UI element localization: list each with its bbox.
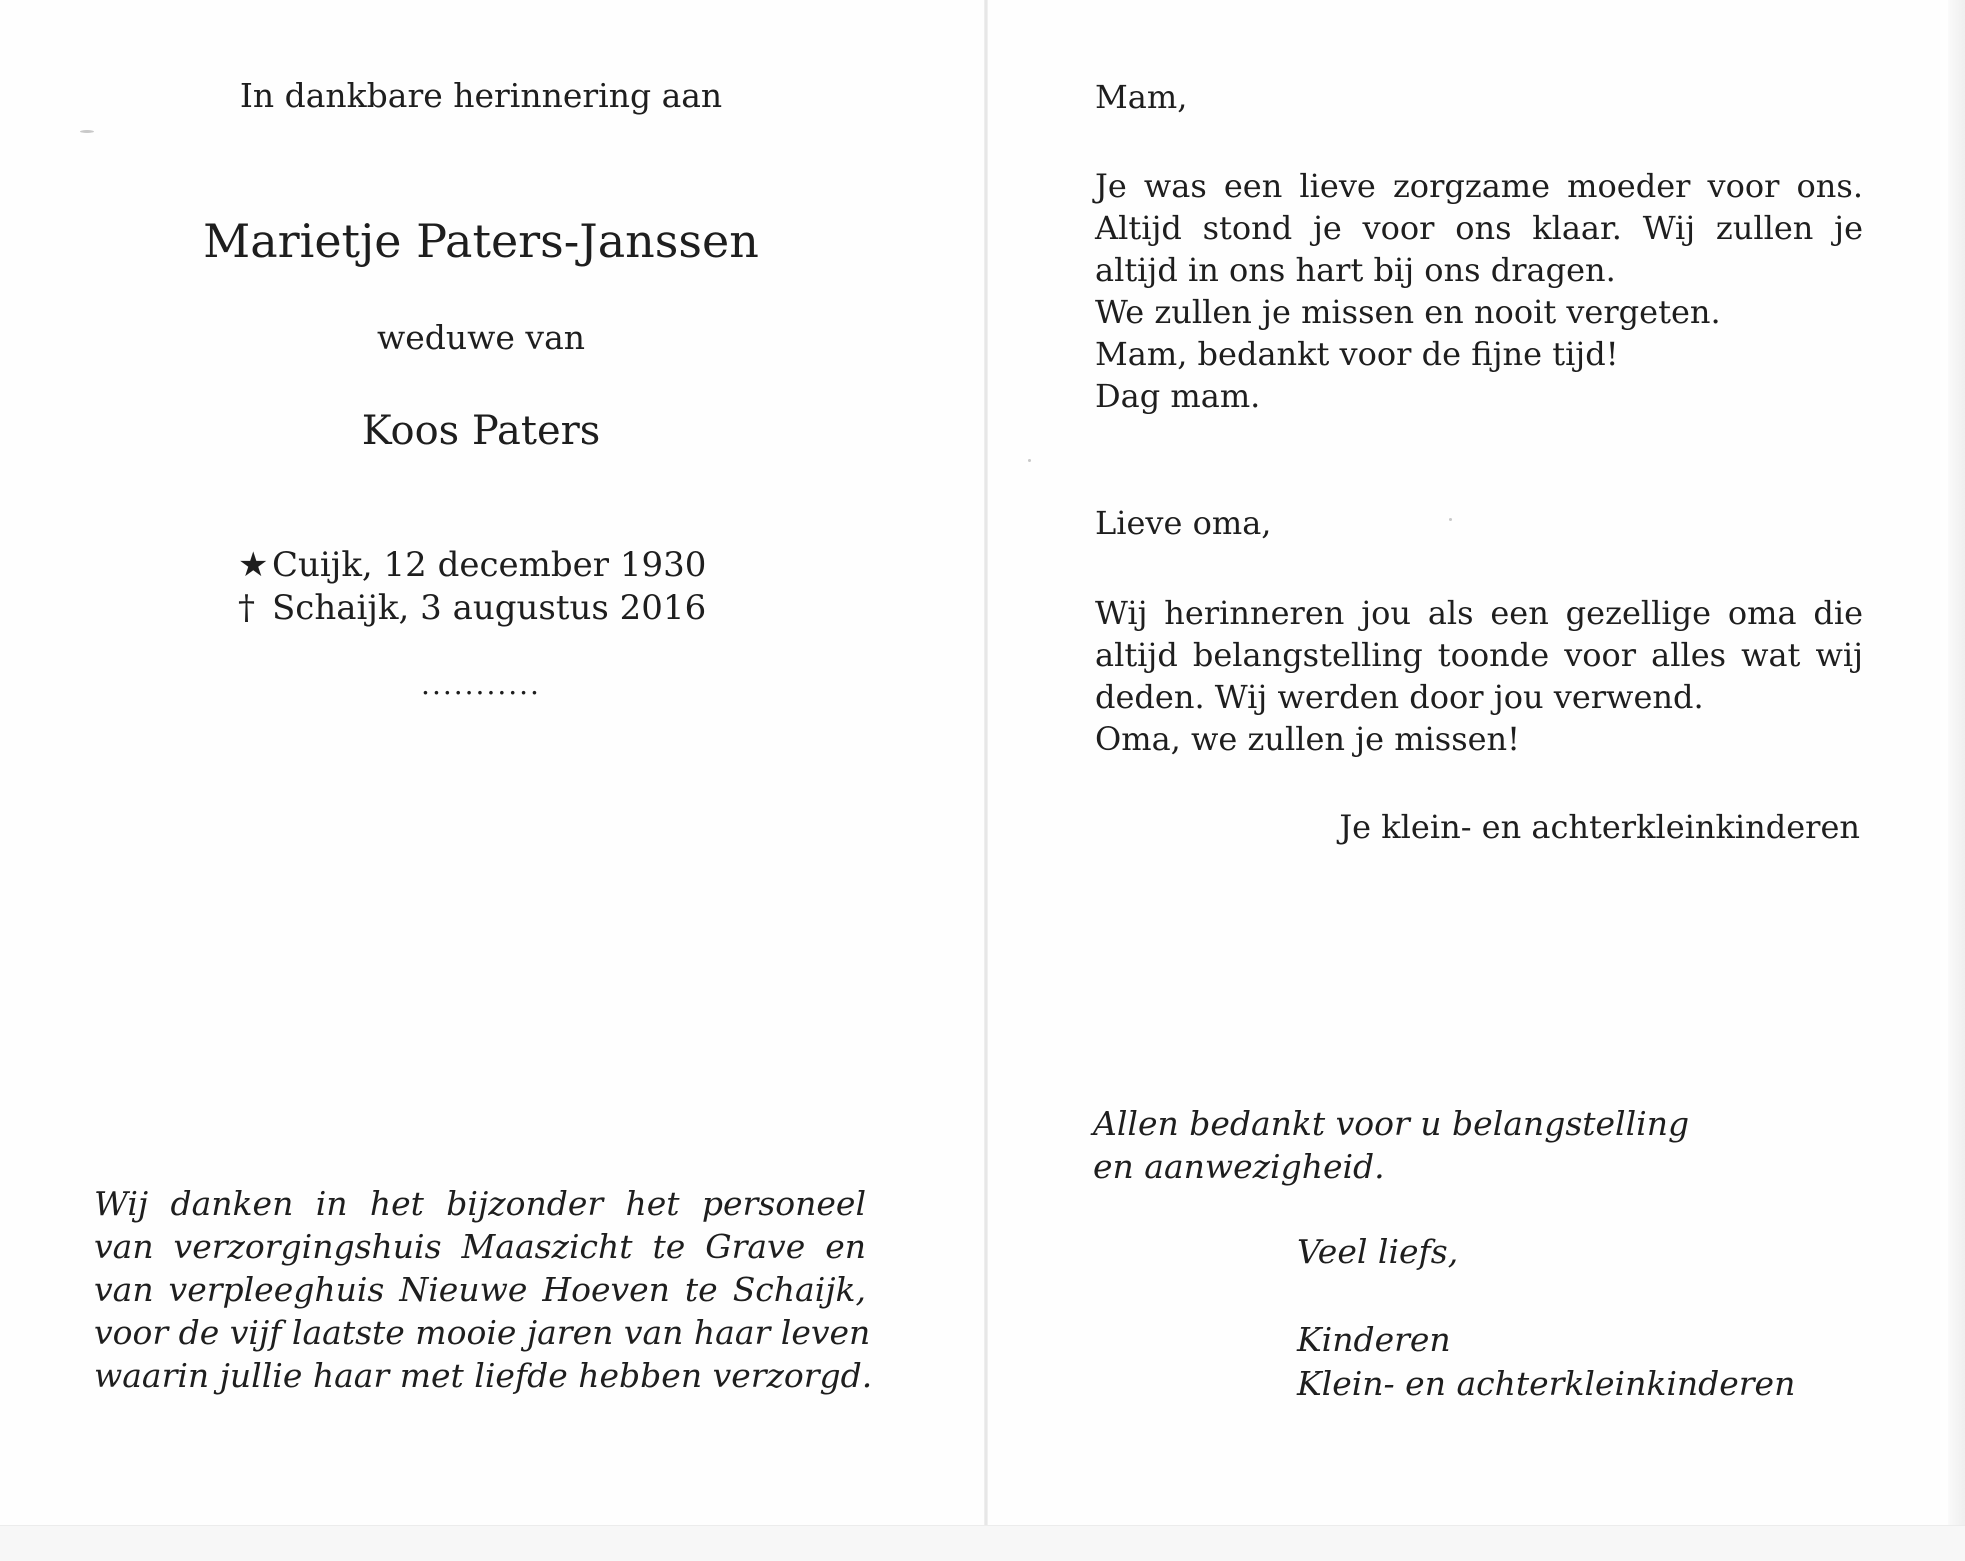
death-line (238, 588, 706, 628)
scan-speck (1449, 518, 1452, 521)
mam-message-line: Mam, bedankt voor de fijne tijd! (1095, 335, 1619, 373)
mam-message-line: We zullen je missen en nooit vergeten. (1095, 293, 1721, 331)
care-thanks-line: van verzorgingshuis Maaszicht te Grave en (94, 1227, 866, 1266)
grandkids-signature: Je klein- en achterkleinkinderen (1339, 808, 1860, 846)
intro-text: In dankbare herinnering aan (239, 76, 723, 115)
birth-line (238, 545, 706, 585)
death-text: Schaijk, 3 augustus 2016 (272, 588, 707, 628)
care-thanks-line: Wij danken in het bijzonder het personeel (94, 1184, 866, 1223)
widow-of-text: weduwe van (377, 318, 585, 357)
scan-speck (1028, 459, 1031, 462)
closing-text: Veel liefs, (1297, 1232, 1459, 1271)
deceased-name: Marietje Paters-Janssen (203, 214, 759, 268)
left-page (0, 0, 985, 1525)
mam-greeting: Mam, (1095, 78, 1188, 116)
care-thanks-line: waarin jullie haar met liefde hebben verzorgd. (94, 1356, 873, 1395)
mam-message-line: altijd in ons hart bij ons dragen. (1095, 251, 1616, 289)
scan-bottom-margin (0, 1525, 1965, 1561)
oma-message-line: Wij herinneren jou als een gezellige oma die (1095, 594, 1863, 632)
care-thanks-line: van verpleeghuis Nieuwe Hoeven te Schaijk, (94, 1270, 866, 1309)
oma-message (1095, 592, 1863, 760)
card-edge-shadow (1948, 0, 1965, 1561)
mam-message-line: Je was een lieve zorgzame moeder voor ons. (1095, 167, 1863, 205)
oma-greeting: Lieve oma, (1095, 504, 1272, 542)
family-signatures (1297, 1318, 1795, 1406)
signature-children: Kinderen (1297, 1320, 1451, 1359)
attendance-thanks-line: en aanwezigheid. (1093, 1147, 1385, 1186)
cross-icon: † (238, 588, 255, 628)
signature-grandchildren: Klein- en achterkleinkinderen (1297, 1364, 1796, 1403)
care-thanks-line: voor de vijf laatste mooie jaren van haar leven (94, 1313, 871, 1352)
oma-message-line: altijd belangstelling toonde voor alles wat wij (1095, 636, 1863, 674)
husband-name: Koos Paters (361, 408, 601, 454)
star-icon: ★ (238, 545, 269, 585)
oma-message-line: Oma, we zullen je missen! (1095, 720, 1521, 758)
mam-message (1095, 165, 1863, 417)
mam-message-line: Altijd stond je voor ons klaar. Wij zullen je (1095, 209, 1863, 247)
attendance-thanks-line: Allen bedankt voor u belangstelling (1093, 1104, 1690, 1143)
separator-dots: ........... (421, 668, 541, 701)
scan-speck (80, 130, 94, 133)
oma-message-line: deden. Wij werden door jou verwend. (1095, 678, 1704, 716)
birth-text: Cuijk, 12 december 1930 (272, 545, 707, 585)
care-thanks-paragraph (94, 1182, 873, 1397)
mam-message-line: Dag mam. (1095, 377, 1261, 415)
attendance-thanks (1093, 1102, 1689, 1188)
